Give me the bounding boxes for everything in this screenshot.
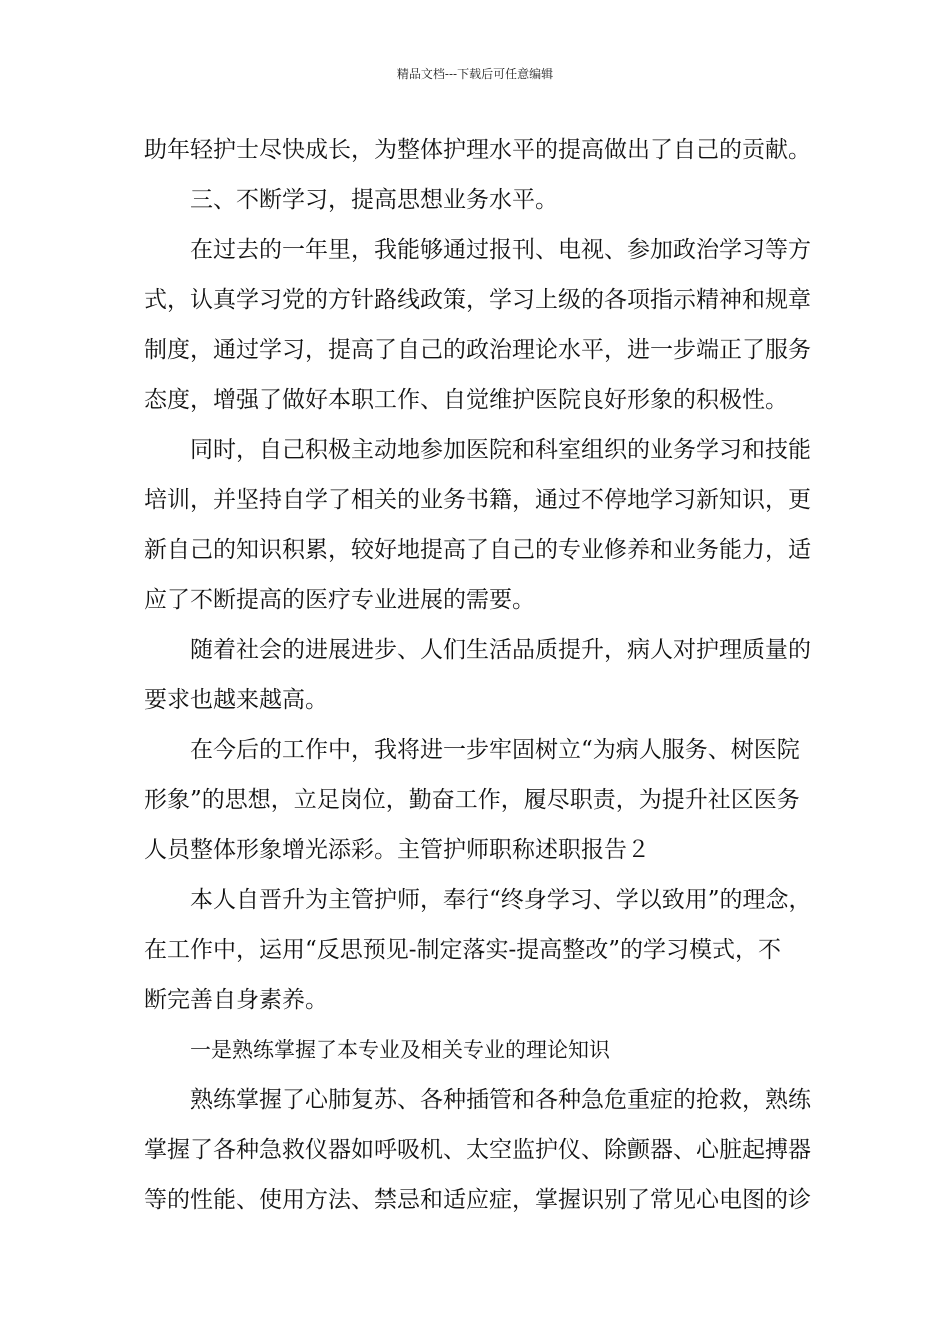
text-line: 新自己的知识积累，较好地提高了自己的专业修养和业务能力，适 — [144, 537, 811, 563]
text-line: 掌握了各种急救仪器如呼吸机、太空监护仪、除颤器、心脏起搏器 — [144, 1137, 811, 1163]
text-line: 断完善自身素养。 — [144, 987, 328, 1013]
document-body — [144, 125, 834, 1225]
text-line: 等的性能、使用方法、禁忌和适应症，掌握识别了常见心电图的诊 — [144, 1187, 811, 1213]
paragraph — [144, 625, 834, 725]
text-line: 应了不断提高的医疗专业进展的需要。 — [144, 587, 535, 613]
paragraph — [144, 725, 834, 875]
paragraph — [144, 225, 834, 425]
text-line: 要求也越来越高。 — [144, 687, 328, 713]
paragraph — [144, 425, 834, 625]
text-line: 一是熟练掌握了本专业及相关专业的理论知识 — [190, 1038, 610, 1062]
text-line: 在今后的工作中，我将进一步牢固树立“为病人服务、树医院 — [190, 737, 800, 763]
text-line: 熟练掌握了心肺复苏、各种插管和各种急危重症的抢救，熟练 — [190, 1087, 811, 1113]
text-line: 人员整体形象增光添彩。主管护师职称述职报告２ — [144, 837, 650, 863]
paragraph — [144, 1075, 834, 1225]
text-line: 随着社会的进展进步、人们生活品质提升，病人对护理质量的 — [190, 637, 811, 663]
text-line: 态度，增强了做好本职工作、自觉维护医院良好形象的积极性。 — [144, 387, 788, 413]
text-line: 三、不断学习，提高思想业务水平。 — [190, 187, 558, 213]
paragraph — [144, 875, 834, 1025]
page-header: 精品文档---下载后可任意编辑 — [396, 67, 554, 81]
text-line: 培训，并坚持自学了相关的业务书籍，通过不停地学习新知识，更 — [144, 487, 811, 513]
text-line: 本人自晋升为主管护师，奉行“终身学习、学以致用”的理念， — [190, 887, 812, 913]
text-line: 形象”的思想，立足岗位，勤奋工作，履尽职责，为提升社区医务 — [144, 787, 800, 813]
text-line: 助年轻护士尽快成长，为整体护理水平的提高做出了自己的贡献。 — [144, 137, 811, 163]
section-heading — [144, 1025, 834, 1075]
paragraph — [144, 175, 834, 225]
text-line: 同时，自己积极主动地参加医院和科室组织的业务学习和技能 — [190, 437, 811, 463]
text-line: 式，认真学习党的方针路线政策，学习上级的各项指示精神和规章 — [144, 287, 811, 313]
text-line: 制度，通过学习，提高了自己的政治理论水平，进一步端正了服务 — [144, 337, 811, 363]
text-line: 在过去的一年里，我能够通过报刊、电视、参加政治学习等方 — [190, 237, 811, 263]
text-line: 在工作中，运用“反思预见-制定落实-提高整改”的学习模式，不 — [144, 937, 782, 963]
paragraph — [144, 125, 834, 175]
